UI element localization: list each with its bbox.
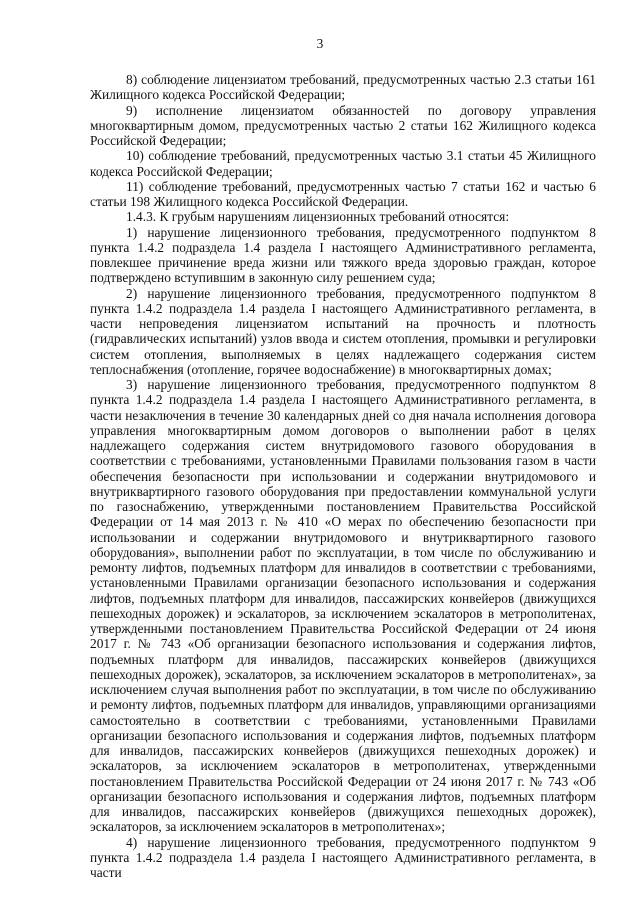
page-number: 3 (316, 36, 324, 51)
paragraph-item-11: 11) соблюдение требований, предусмотренных частью 7 статьи 162 и частью 6 статьи 198 Жилищного кодекса Российской Федерации. (90, 178, 596, 209)
paragraph-violation-3: 3) нарушение лицензионного требования, предусмотренного подпунктом 8 пункта 1.4.2 подраздела 1.4 раздела I настоящего Административного регламента, в части незаключения в течение 30 календарных дней со дня начала исполнения договора управления многоквартирным домом договоров о выполнении работ в целях надлежащего содержания систем внутридомового газового оборудования в соответствии с требованиями, установленными Правилами пользования газом в части обеспечения безопасности при использовании и содержании внутридомового и внутриквартирного газового оборудования при предоставлении коммунальной услуги по газоснабжению, утвержденными постановлением Правительства Российской Федерации от 14 мая 2013 г. № 410 «О мерах по обеспечению безопасности при использовании и содержании внутридомового и внутриквартирного газового оборудования», выполнении работ по эксплуатации, в том числе по обслуживанию и ремонту лифтов, подъемных платформ для инвалидов в соответствии с требованиями, установленными Правилами организации безопасного использования и содержания лифтов, подъемных платформ для инвалидов, пассажирских конвейеров (движущихся пешеходных дорожек) и эскалаторов, за исключением эскалаторов в метрополитенах, утвержденными постановлением Правительства Российской Федерации от 24 июня 2017 г. № 743 «Об организации безопасного использования и содержания лифтов, подъемных платформ для инвалидов, пассажирских конвейеров (движущихся пешеходных дорожек), эскалаторов, за исключением эскалаторов в метрополитенах», за исключением случая выполнения работ по эксплуатации, в том числе по обслуживанию и ремонту лифтов, подъемных платформ для инвалидов, управляющими организациями самостоятельно в соответствии с требованиями, установленными Правилами организации безопасного использования и содержания лифтов, подъемных платформ для инвалидов, пассажирских конвейеров (движущихся пешеходных дорожек) и эскалаторов, за исключением эскалаторов в метрополитенах, утвержденными постановлением Правительства Российской Федерации от 24 июня 2017 г. № 743 «Об организации безопасного использования и содержания лифтов, подъемных платформ для инвалидов, пассажирских конвейеров (движущихся пешеходных дорожек), эскалаторов, за исключением эскалаторов в метрополитенах»; (90, 377, 596, 835)
paragraph-item-9: 9) исполнение лицензиатом обязанностей по договору управления многоквартирным домом, предусмотренных частью 2 статьи 162 Жилищного кодекса Российской Федерации; (90, 102, 596, 148)
paragraph-item-8: 8) соблюдение лицензиатом требований, предусмотренных частью 2.3 статьи 161 Жилищного кодекса Российской Федерации; (90, 72, 596, 103)
paragraph-violation-1: 1) нарушение лицензионного требования, предусмотренного подпунктом 8 пункта 1.4.2 подраздела 1.4 раздела I настоящего Административного регламента, повлекшее причинение вреда жизни или тяжкого вреда здоровью граждан, которое подтверждено вступившим в законную силу решением суда; (90, 224, 596, 286)
paragraph-section-1-4-3: 1.4.3. К грубым нарушениям лицензионных требований относятся: (126, 209, 510, 225)
paragraph-violation-2: 2) нарушение лицензионного требования, предусмотренного подпунктом 8 пункта 1.4.2 подраздела 1.4 раздела I настоящего Административного регламента, в части непроведения лицензиатом испытаний на прочность и плотность (гидравлических испытаний) узлов ввода и систем отопления, промывки и регулировки систем отопления, выполняемых в целях надлежащего содержания систем теплоснабжения (отопление, горячее водоснабжение) в многоквартирных домах; (90, 285, 596, 377)
paragraph-violation-4: 4) нарушение лицензионного требования, предусмотренного подпунктом 9 пункта 1.4.2 подраздела 1.4 раздела I настоящего Административного регламента, в части (90, 834, 596, 880)
document-body (90, 72, 596, 880)
paragraph-item-10: 10) соблюдение требований, предусмотренных частью 3.1 статьи 45 Жилищного кодекса Российской Федерации; (90, 148, 596, 179)
